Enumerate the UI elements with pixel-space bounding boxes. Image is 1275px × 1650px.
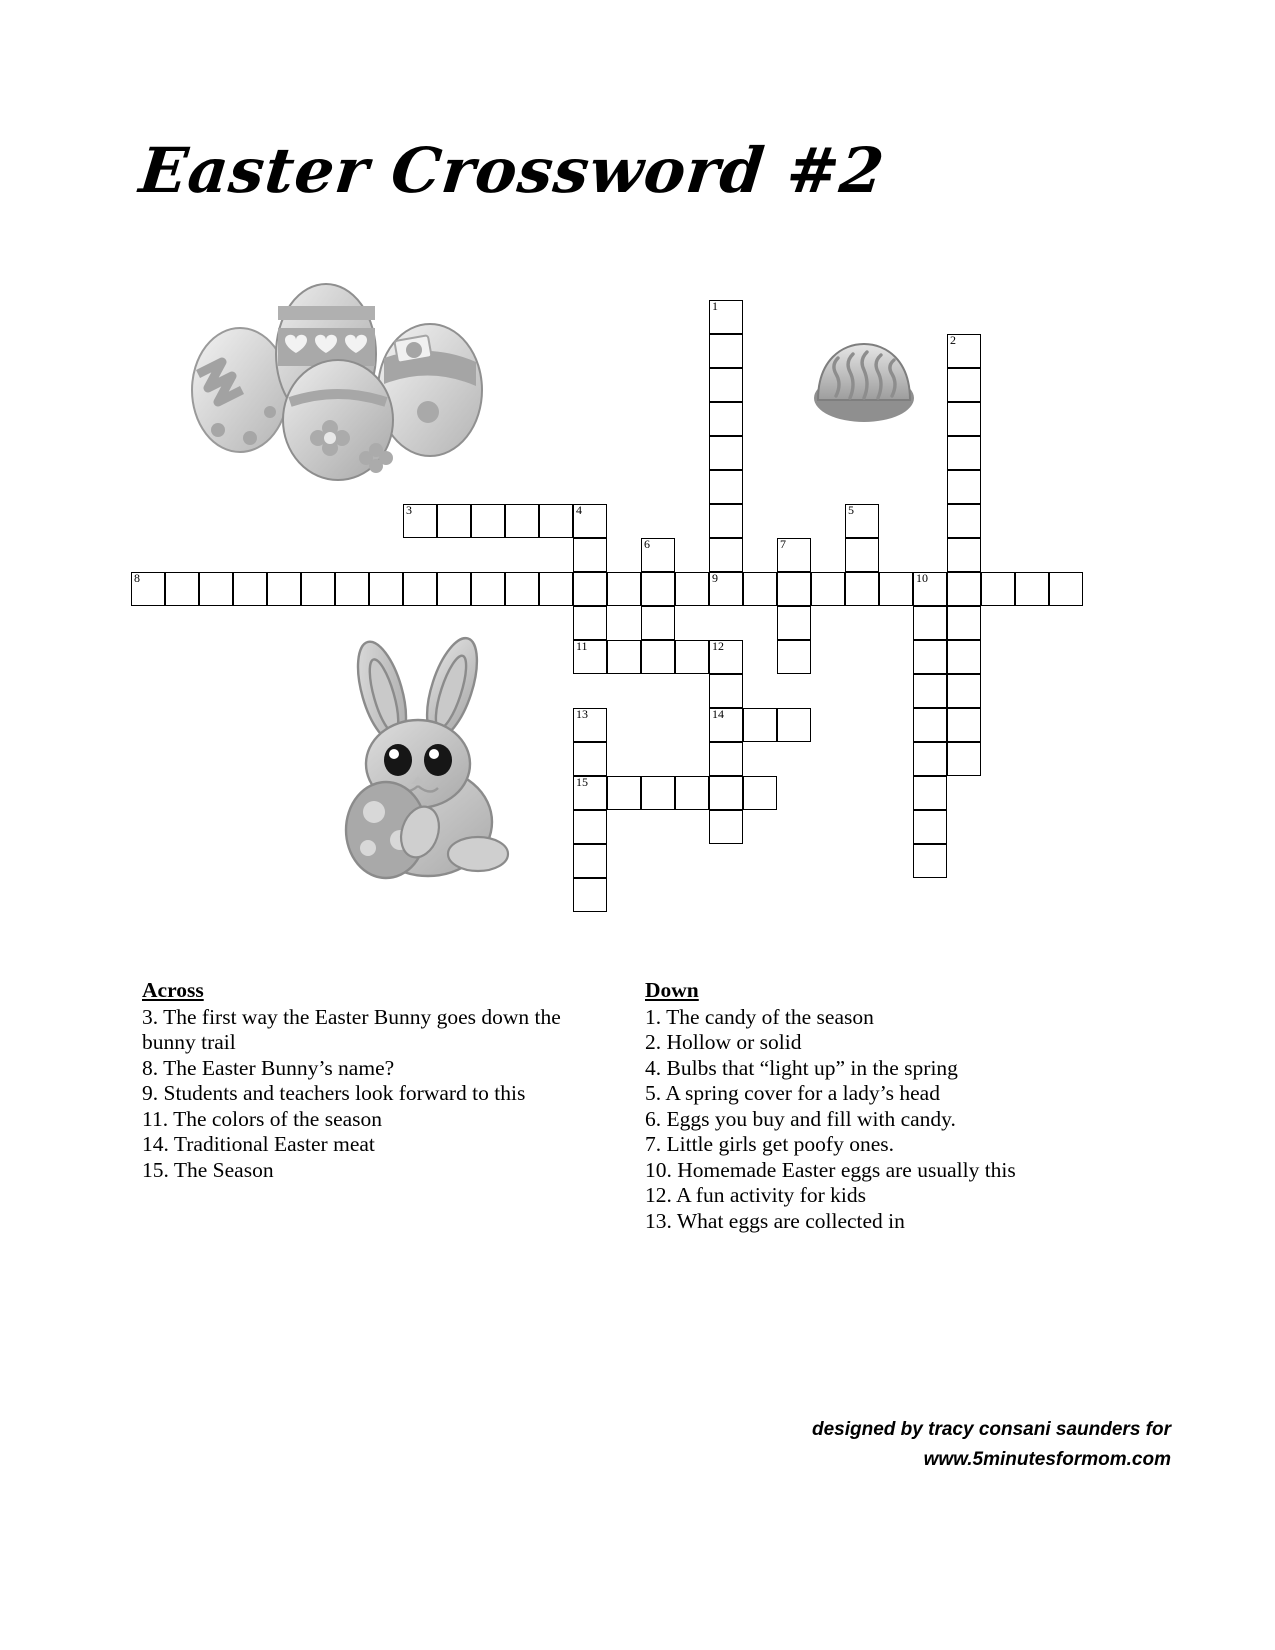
across-clue: 8. The Easter Bunny’s name? xyxy=(142,1055,395,1080)
footer-credit xyxy=(812,1415,1171,1475)
grid-cell[interactable] xyxy=(947,436,981,470)
grid-cell-start-13[interactable] xyxy=(573,708,607,742)
grid-cell[interactable] xyxy=(947,504,981,538)
grid-cell[interactable] xyxy=(369,572,403,606)
grid-cell[interactable] xyxy=(573,844,607,878)
grid-cell[interactable] xyxy=(913,742,947,776)
grid-cell[interactable] xyxy=(539,504,573,538)
grid-cell[interactable] xyxy=(947,368,981,402)
across-clue-list xyxy=(142,1005,612,1184)
grid-cell[interactable] xyxy=(573,538,607,572)
grid-cell-start-8[interactable] xyxy=(131,572,165,606)
grid-cell[interactable] xyxy=(845,572,879,606)
grid-cell[interactable] xyxy=(641,640,675,674)
grid-cell-number: 13 xyxy=(576,707,588,721)
grid-cell[interactable] xyxy=(709,674,743,708)
grid-cell[interactable] xyxy=(539,572,573,606)
footer-designer-line: designed by tracy consani saunders for xyxy=(812,1419,1171,1440)
grid-cell-start-7[interactable] xyxy=(777,538,811,572)
grid-cell[interactable] xyxy=(879,572,913,606)
grid-cell[interactable] xyxy=(947,470,981,504)
grid-cell[interactable] xyxy=(607,572,641,606)
grid-cell[interactable] xyxy=(913,674,947,708)
grid-cell[interactable] xyxy=(709,776,743,810)
grid-cell[interactable] xyxy=(403,572,437,606)
grid-cell[interactable] xyxy=(471,572,505,606)
grid-cell[interactable] xyxy=(675,572,709,606)
grid-cell[interactable] xyxy=(709,368,743,402)
grid-cell[interactable] xyxy=(743,572,777,606)
across-clue: 15. The Season xyxy=(142,1157,274,1182)
grid-cell[interactable] xyxy=(947,674,981,708)
grid-cell[interactable] xyxy=(573,810,607,844)
grid-cell[interactable] xyxy=(947,606,981,640)
across-clue: 14. Traditional Easter meat xyxy=(142,1132,375,1156)
grid-cell[interactable] xyxy=(947,742,981,776)
grid-cell-number: 15 xyxy=(576,775,588,789)
grid-cell[interactable] xyxy=(947,708,981,742)
page-title: Easter Crossword #2 xyxy=(136,134,889,207)
grid-cell[interactable] xyxy=(709,470,743,504)
grid-cell[interactable] xyxy=(1049,572,1083,606)
grid-cell[interactable] xyxy=(913,776,947,810)
grid-cell-start-3[interactable] xyxy=(403,504,437,538)
grid-cell-start-2[interactable] xyxy=(947,334,981,368)
grid-cell[interactable] xyxy=(913,606,947,640)
grid-cell[interactable] xyxy=(675,776,709,810)
grid-cell[interactable] xyxy=(301,572,335,606)
grid-cell-number: 4 xyxy=(576,503,582,517)
grid-cell-start-5[interactable] xyxy=(845,504,879,538)
grid-cell[interactable] xyxy=(777,606,811,640)
grid-cell[interactable] xyxy=(777,640,811,674)
grid-cell[interactable] xyxy=(947,538,981,572)
grid-cell[interactable] xyxy=(981,572,1015,606)
grid-cell-number: 12 xyxy=(712,639,724,653)
down-heading: Down xyxy=(645,978,699,1002)
grid-cell[interactable] xyxy=(199,572,233,606)
grid-cell-start-12[interactable] xyxy=(709,640,743,674)
grid-cell[interactable] xyxy=(913,708,947,742)
down-clue: 10. Homemade Easter eggs are usually this xyxy=(645,1157,1016,1182)
grid-cell[interactable] xyxy=(811,572,845,606)
grid-cell[interactable] xyxy=(675,640,709,674)
grid-cell[interactable] xyxy=(437,572,471,606)
grid-cell[interactable] xyxy=(165,572,199,606)
grid-cell-start-6[interactable] xyxy=(641,538,675,572)
grid-cell[interactable] xyxy=(607,640,641,674)
across-clues-column xyxy=(142,978,612,1183)
grid-cell-start-4[interactable] xyxy=(573,504,607,538)
grid-cell-number: 11 xyxy=(576,639,588,653)
grid-cell-number: 10 xyxy=(916,571,928,585)
grid-cell[interactable] xyxy=(709,810,743,844)
grid-cell[interactable] xyxy=(641,572,675,606)
grid-cell[interactable] xyxy=(267,572,301,606)
grid-cell[interactable] xyxy=(947,402,981,436)
grid-cell-number: 9 xyxy=(712,571,718,585)
grid-cell-start-10[interactable] xyxy=(913,572,947,606)
grid-cell[interactable] xyxy=(607,776,641,810)
down-clue: 1. The candy of the season xyxy=(645,1004,874,1029)
grid-cell[interactable] xyxy=(777,572,811,606)
down-clue: 4. Bulbs that “light up” in the spring xyxy=(645,1055,958,1080)
grid-cell-start-15[interactable] xyxy=(573,776,607,810)
grid-cell-number: 14 xyxy=(712,707,724,721)
grid-cell[interactable] xyxy=(709,504,743,538)
down-clue: 6. Eggs you buy and fill with candy. xyxy=(645,1106,956,1131)
footer-website-line: www.5minutesformom.com xyxy=(923,1449,1171,1470)
grid-cell[interactable] xyxy=(573,572,607,606)
grid-cell-number: 2 xyxy=(950,333,956,347)
grid-cell[interactable] xyxy=(573,606,607,640)
grid-cell[interactable] xyxy=(233,572,267,606)
grid-cell-number: 5 xyxy=(848,503,854,517)
grid-cell[interactable] xyxy=(471,504,505,538)
grid-cell[interactable] xyxy=(573,742,607,776)
grid-cell[interactable] xyxy=(913,640,947,674)
down-clue: 12. A fun activity for kids xyxy=(645,1183,866,1207)
across-heading: Across xyxy=(142,978,204,1002)
grid-cell[interactable] xyxy=(505,504,539,538)
grid-cell[interactable] xyxy=(709,538,743,572)
grid-cell-start-1[interactable] xyxy=(709,300,743,334)
grid-cell[interactable] xyxy=(743,776,777,810)
grid-cell[interactable] xyxy=(641,776,675,810)
grid-cell[interactable] xyxy=(947,640,981,674)
grid-cell[interactable] xyxy=(437,504,471,538)
grid-cell-number: 3 xyxy=(406,503,412,517)
grid-cell[interactable] xyxy=(845,538,879,572)
grid-cell[interactable] xyxy=(913,810,947,844)
grid-cell[interactable] xyxy=(641,606,675,640)
down-clue: 7. Little girls get poofy ones. xyxy=(645,1132,895,1156)
grid-cell[interactable] xyxy=(709,402,743,436)
across-clue: 11. The colors of the season xyxy=(142,1106,383,1131)
grid-cell-number: 8 xyxy=(134,571,140,585)
grid-cell-number: 6 xyxy=(644,537,650,551)
grid-cell-start-14[interactable] xyxy=(709,708,743,742)
grid-cell-start-11[interactable] xyxy=(573,640,607,674)
grid-cell[interactable] xyxy=(335,572,369,606)
down-clues-column xyxy=(645,978,1085,1234)
across-clue: 3. The first way the Easter Bunny goes down the bunny trail xyxy=(142,1004,561,1054)
down-clue: 13. What eggs are collected in xyxy=(645,1208,905,1233)
down-clue-list xyxy=(645,1005,1085,1235)
grid-cell[interactable] xyxy=(505,572,539,606)
grid-cell[interactable] xyxy=(573,878,607,912)
down-clue: 5. A spring cover for a lady’s head xyxy=(645,1081,940,1105)
across-clue: 9. Students and teachers look forward to this xyxy=(142,1081,526,1105)
down-clue: 2. Hollow or solid xyxy=(645,1030,802,1054)
grid-cell[interactable] xyxy=(1015,572,1049,606)
grid-cell[interactable] xyxy=(913,844,947,878)
grid-cell-number: 1 xyxy=(712,299,718,313)
grid-cell-start-9[interactable] xyxy=(709,572,743,606)
grid-cell[interactable] xyxy=(743,708,777,742)
grid-cell[interactable] xyxy=(709,436,743,470)
grid-cell[interactable] xyxy=(709,742,743,776)
grid-cell[interactable] xyxy=(947,572,981,606)
grid-cell[interactable] xyxy=(777,708,811,742)
grid-cell-number: 7 xyxy=(780,537,786,551)
grid-cell[interactable] xyxy=(709,334,743,368)
